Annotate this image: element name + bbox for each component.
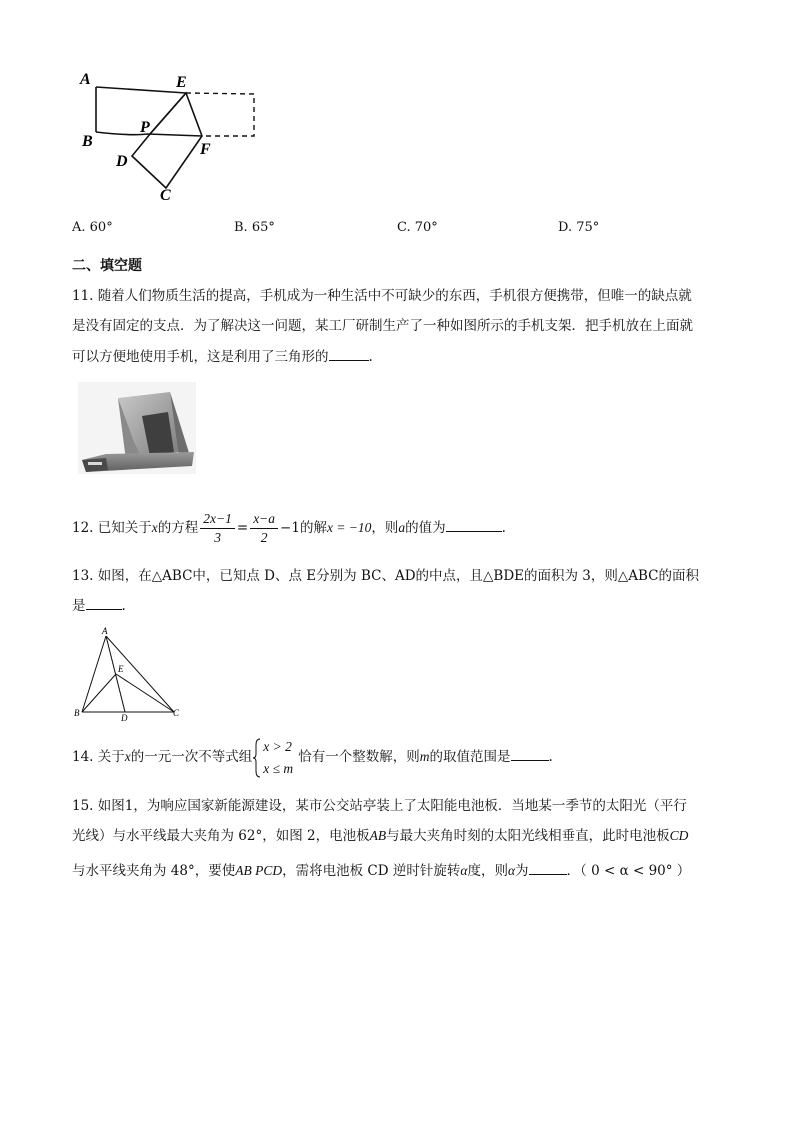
- q14-inequality-2: x ≤ m: [263, 760, 294, 776]
- q10-option-d: D. 75°: [558, 220, 600, 235]
- segment-be: [82, 674, 116, 712]
- label-F: F: [200, 141, 211, 158]
- q12-line: [72, 508, 506, 548]
- q15-line-2-pre: 光线）与水平线最大夹角为 62°，如图 2，电池板: [72, 828, 370, 844]
- q11-line-2: 是没有固定的支点．为了解决这一问题，某工厂研制生产了一种如图所示的手机支架．把手机放在上面就: [72, 318, 693, 334]
- q14-line: [72, 734, 553, 780]
- folded-part: [132, 93, 202, 188]
- q12-then: ，则: [371, 520, 399, 536]
- q10-figure: [70, 60, 270, 210]
- label-C: C: [160, 187, 171, 204]
- q12-solution: x = −10: [326, 520, 372, 535]
- q14-var-x: x: [124, 749, 131, 764]
- q10-option-a: A. 60°: [72, 220, 113, 235]
- dashed-extension: [186, 93, 254, 136]
- fold-line-ef: [150, 93, 186, 134]
- q12-frac2-numerator: x−a: [250, 510, 278, 529]
- q10-option-b: B. 65°: [234, 220, 275, 235]
- tri-label-D: D: [121, 713, 128, 722]
- phone-stand-image: [78, 382, 196, 474]
- q13-line-2: [72, 596, 126, 616]
- q15-line-1: 15. 如图1，为响应国家新能源建设，某市公交站亭装上了太阳能电池板．当地某一季节的太阳光（平行: [72, 798, 687, 814]
- q15-alpha-2: α: [507, 863, 516, 878]
- q10-option-c: C. 70°: [397, 220, 438, 235]
- q12-fraction-1: [200, 510, 235, 547]
- q13-line-2-text: 是: [72, 598, 86, 614]
- label-P: P: [140, 119, 150, 136]
- section-title: 二、填空题: [72, 258, 142, 274]
- q15-line-3-pre: 与水平线夹角为 48°，要使: [72, 863, 236, 879]
- q15-line-2-post: 与最大夹角时刻的太阳光线相垂直，此时电池板: [386, 828, 670, 844]
- q13-period: .: [121, 598, 126, 614]
- label-A: A: [80, 71, 91, 88]
- q14-system: [252, 737, 298, 779]
- q12-frac1-denominator: 3: [214, 530, 221, 545]
- strip-top-edge: [96, 87, 186, 93]
- q12-tail: −1的解: [280, 520, 327, 536]
- q11-answer-blank[interactable]: [329, 348, 369, 361]
- q15-line-3: [72, 861, 690, 881]
- q11-period: .: [368, 349, 373, 365]
- q14-mid: 的一元一次不等式组: [130, 749, 253, 765]
- q15-line-3-mid: ，需将电池板 CD 逆时针旋转: [282, 863, 461, 879]
- q11-line-1: 11. 随着人们物质生活的提高，手机成为一种生活中不可缺少的东西，手机很方便携带，但唯一的缺点就: [72, 288, 692, 304]
- q14-var-m: m: [419, 749, 430, 764]
- q13-triangle-figure: [70, 624, 190, 722]
- q12-equals: =: [236, 520, 249, 536]
- tri-label-A: A: [102, 626, 108, 636]
- q15-alpha: α: [460, 863, 468, 878]
- q13-answer-blank[interactable]: [86, 597, 122, 610]
- label-B: B: [82, 133, 93, 150]
- q14-answer-blank[interactable]: [511, 748, 549, 761]
- q11-line-3-text: 可以方便地使用手机，这是利用了三角形的: [72, 349, 329, 365]
- q12-var-a: a: [398, 520, 406, 535]
- q14-period: .: [548, 749, 553, 765]
- q12-period: .: [501, 520, 506, 536]
- q14-after: 恰有一个整数解，则: [298, 749, 420, 765]
- q12-frac2-denominator: 2: [260, 530, 268, 545]
- q15-line-2: [72, 826, 688, 846]
- q12-frac1-numerator: 2x−1: [200, 510, 235, 529]
- q12-var-x: x: [151, 520, 158, 535]
- label-E: E: [176, 74, 187, 91]
- tri-label-E: E: [118, 664, 124, 674]
- tri-label-B: B: [74, 708, 80, 718]
- q15-ask: 为: [515, 863, 529, 879]
- q15-parallel-relation: AB PCD: [235, 863, 283, 878]
- q15-range: ．（ 0 < α < 90° ）: [566, 863, 691, 879]
- q14-brace: [252, 737, 262, 779]
- q15-cd: CD: [669, 828, 689, 843]
- q12-fraction-2: [250, 510, 278, 547]
- q15-answer-blank[interactable]: [529, 862, 567, 875]
- q14-prefix: 14. 关于: [72, 749, 125, 765]
- q15-line-3-mid2: 度，则: [467, 863, 508, 879]
- q15-ab: AB: [369, 828, 387, 843]
- q13-line-1: 13. 如图，在△ABC中，已知点 D、点 E分别为 BC、AD的中点，且△BDE的面积为 3，则△ABC的面积: [72, 568, 700, 584]
- q12-prefix: 12. 已知关于: [72, 520, 152, 536]
- side-ab: [82, 636, 106, 712]
- q11-line-3: [72, 347, 373, 367]
- q12-mid: 的方程: [157, 520, 199, 536]
- label-D: D: [116, 153, 128, 170]
- q14-inequality-1: x > 2: [263, 738, 292, 754]
- phone-stand-drawing: [78, 382, 196, 474]
- q14-ask: 的取值范围是: [429, 749, 511, 765]
- q12-ask: 的值为: [405, 520, 446, 536]
- q12-answer-blank[interactable]: [446, 519, 502, 532]
- tri-label-C: C: [173, 708, 180, 718]
